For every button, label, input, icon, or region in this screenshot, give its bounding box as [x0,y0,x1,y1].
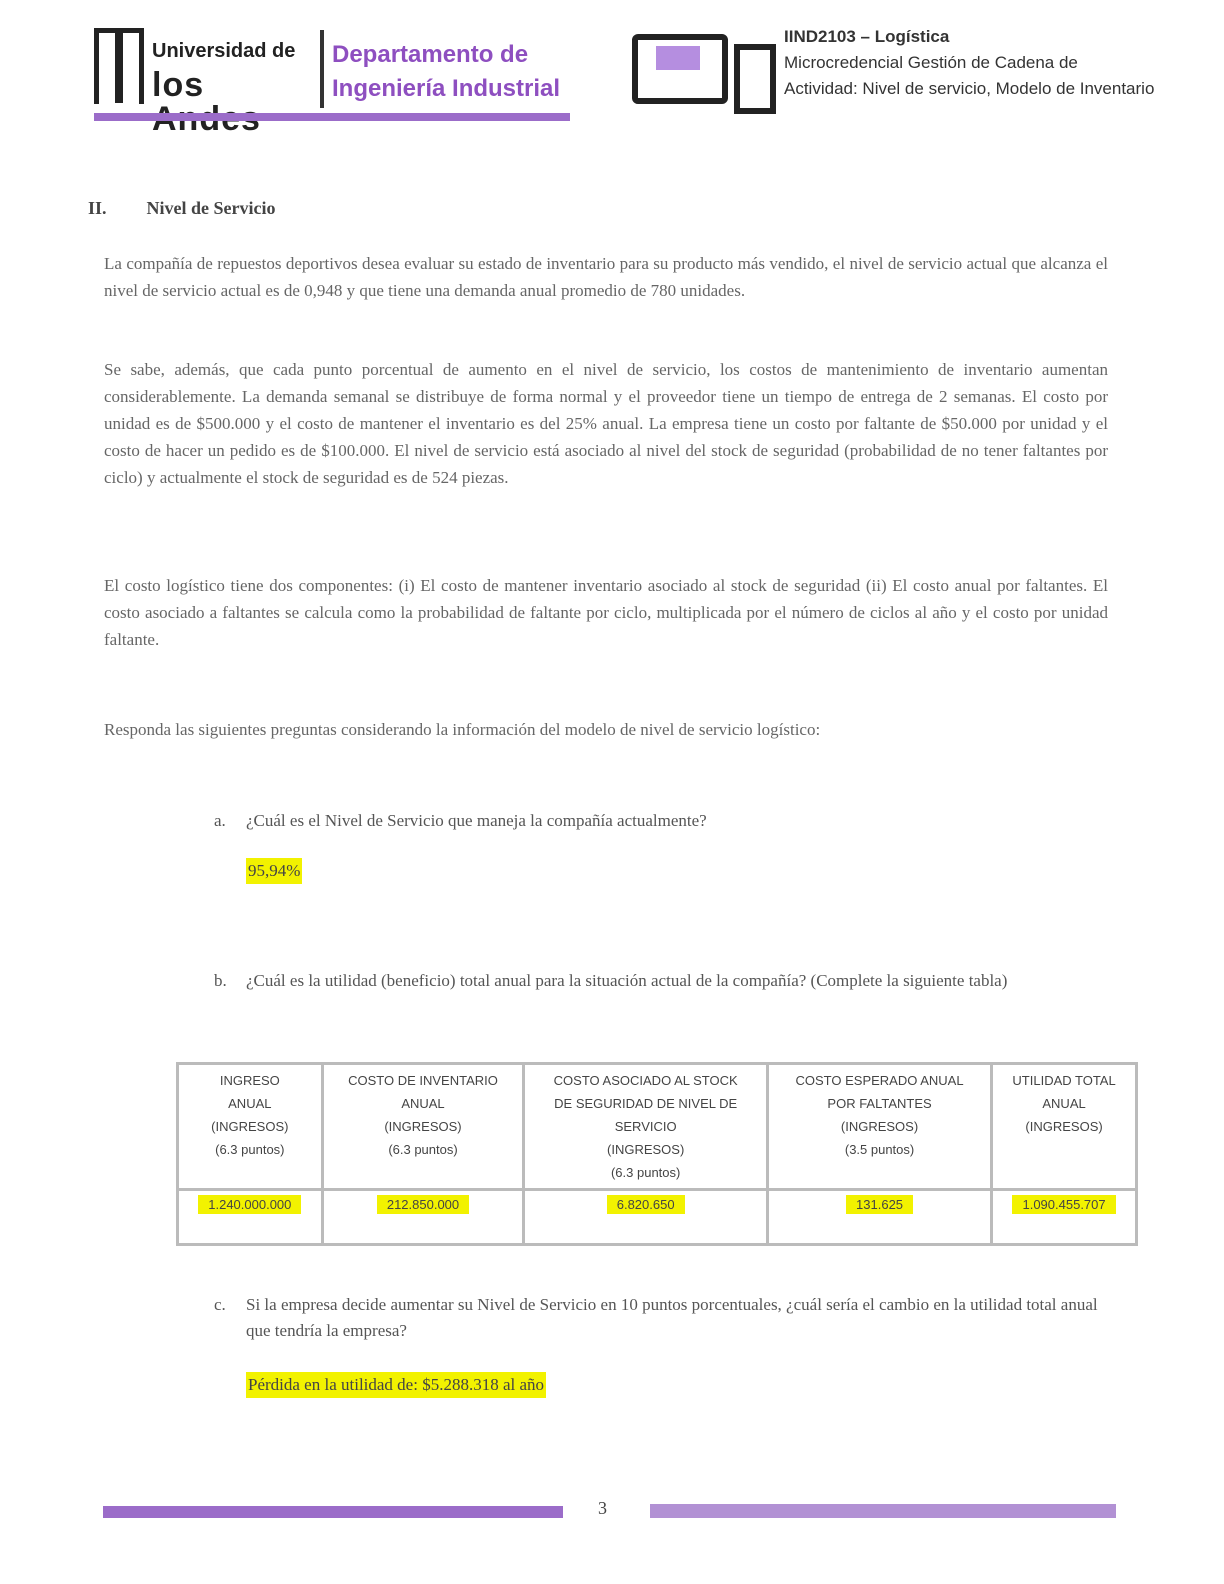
answer-a: 95,94% [246,858,302,884]
department-line2: Ingeniería Industrial [332,75,561,102]
university-logo-icon [94,28,144,104]
package-icon [734,44,776,114]
course-line1: IIND2103 – Logística [784,27,950,46]
course-line3: Actividad: Nivel de servicio, Modelo de Inventario [784,79,1155,98]
question-text: ¿Cuál es la utilidad (beneficio) total anual para la situación actual de la compañía? (Complete la siguiente tabla) [246,971,1008,990]
table-cell [524,1190,768,1245]
table-header-row [178,1064,1137,1190]
paragraph-4: Responda las siguientes preguntas considerando la información del modelo de nivel de servicio logístico: [104,720,821,739]
question-text: ¿Cuál es el Nivel de Servicio que maneja la compañía actualmente? [246,811,707,830]
footer-bar-left [103,1506,563,1518]
table-header-cell: COSTO ASOCIADO AL STOCK DE SEGURIDAD DE NIVEL DE SERVICIO (INGRESOS) (6.3 puntos) [524,1064,768,1190]
department-line1: Departamento de [332,41,529,68]
page-header [0,0,1224,140]
cell-value: 6.820.650 [607,1195,685,1214]
table-header-cell: UTILIDAD TOTAL ANUAL (INGRESOS) [992,1064,1137,1190]
section-number: II. [88,198,107,218]
cell-value: 212.850.000 [377,1195,469,1214]
monitor-icon [632,34,728,104]
course-line2: Microcredencial Gestión de Cadena de [784,53,1078,72]
department-name [332,38,560,106]
question-c [214,1292,1108,1344]
table-row [178,1190,1137,1245]
paragraph-3: El costo logístico tiene dos componentes: (i) El costo de mantener inventario asociado al stock de seguridad (ii) El costo anual por faltantes. El costo asociado a faltantes se calcula como la probabilidad de faltante por ciclo, multiplicada por el número de ciclos al año y el costo por unidad faltante. [104,576,1108,649]
table-cell [178,1190,323,1245]
section-title: Nivel de Servicio [146,198,276,218]
footer-bar-right [650,1504,1116,1518]
course-info [784,24,1154,102]
header-divider [320,30,324,108]
question-label: b. [214,971,227,990]
paragraph-1: La compañía de repuestos deportivos desea evaluar su estado de inventario para su producto más vendido, el nivel de servicio actual que alcanza el nivel de servicio actual es de 0,948 y que tiene una demanda anual promedio de 780 unidades. [104,254,1108,300]
table-cell [322,1190,524,1245]
header-accent-bar [94,113,570,121]
table-header-cell: COSTO ESPERADO ANUAL POR FALTANTES (INGRESOS) (3.5 puntos) [767,1064,991,1190]
cell-value: 131.625 [846,1195,913,1214]
paragraph-2: Se sabe, además, que cada punto porcentual de aumento en el nivel de servicio, los costos de mantenimiento de inventario aumentan considerablemente. La demanda semanal se distribuye de forma normal y el proveedor tiene un tiempo de entrega de 2 semanas. El costo por unidad es de $500.000 y el costo de mantener el inventario es del 25% anual. La empresa tiene un costo por faltante de $50.000 por unidad y el costo de hacer un pedido es de $100.000. El nivel de servicio está asociado al nivel del stock de seguridad (probabilidad de no tener faltantes por ciclo) y actualmente el stock de seguridad es de 524 piezas. [104,360,1108,487]
table-cell [992,1190,1137,1245]
table-header-cell: INGRESO ANUAL (INGRESOS) (6.3 puntos) [178,1064,323,1190]
table-cell [767,1190,991,1245]
section-heading [88,198,275,219]
results-table [176,1062,1138,1246]
page-number: 3 [598,1498,607,1518]
table-header-cell: COSTO DE INVENTARIO ANUAL (INGRESOS) (6.3 puntos) [322,1064,524,1190]
university-name-line1: Universidad de [152,40,296,62]
question-text: Si la empresa decide aumentar su Nivel de Servicio en 10 puntos porcentuales, ¿cuál sería el cambio en la utilidad total anual que tendría la empresa? [246,1295,1098,1340]
cell-value: 1.240.000.000 [198,1195,301,1214]
question-b [214,968,1108,994]
university-name-line2: los [152,66,205,104]
question-a [214,808,1108,834]
answer-c: Pérdida en la utilidad de: $5.288.318 al año [246,1372,546,1398]
cell-value: 1.090.455.707 [1012,1195,1115,1214]
question-label: a. [214,811,226,830]
question-label: c. [214,1295,226,1314]
